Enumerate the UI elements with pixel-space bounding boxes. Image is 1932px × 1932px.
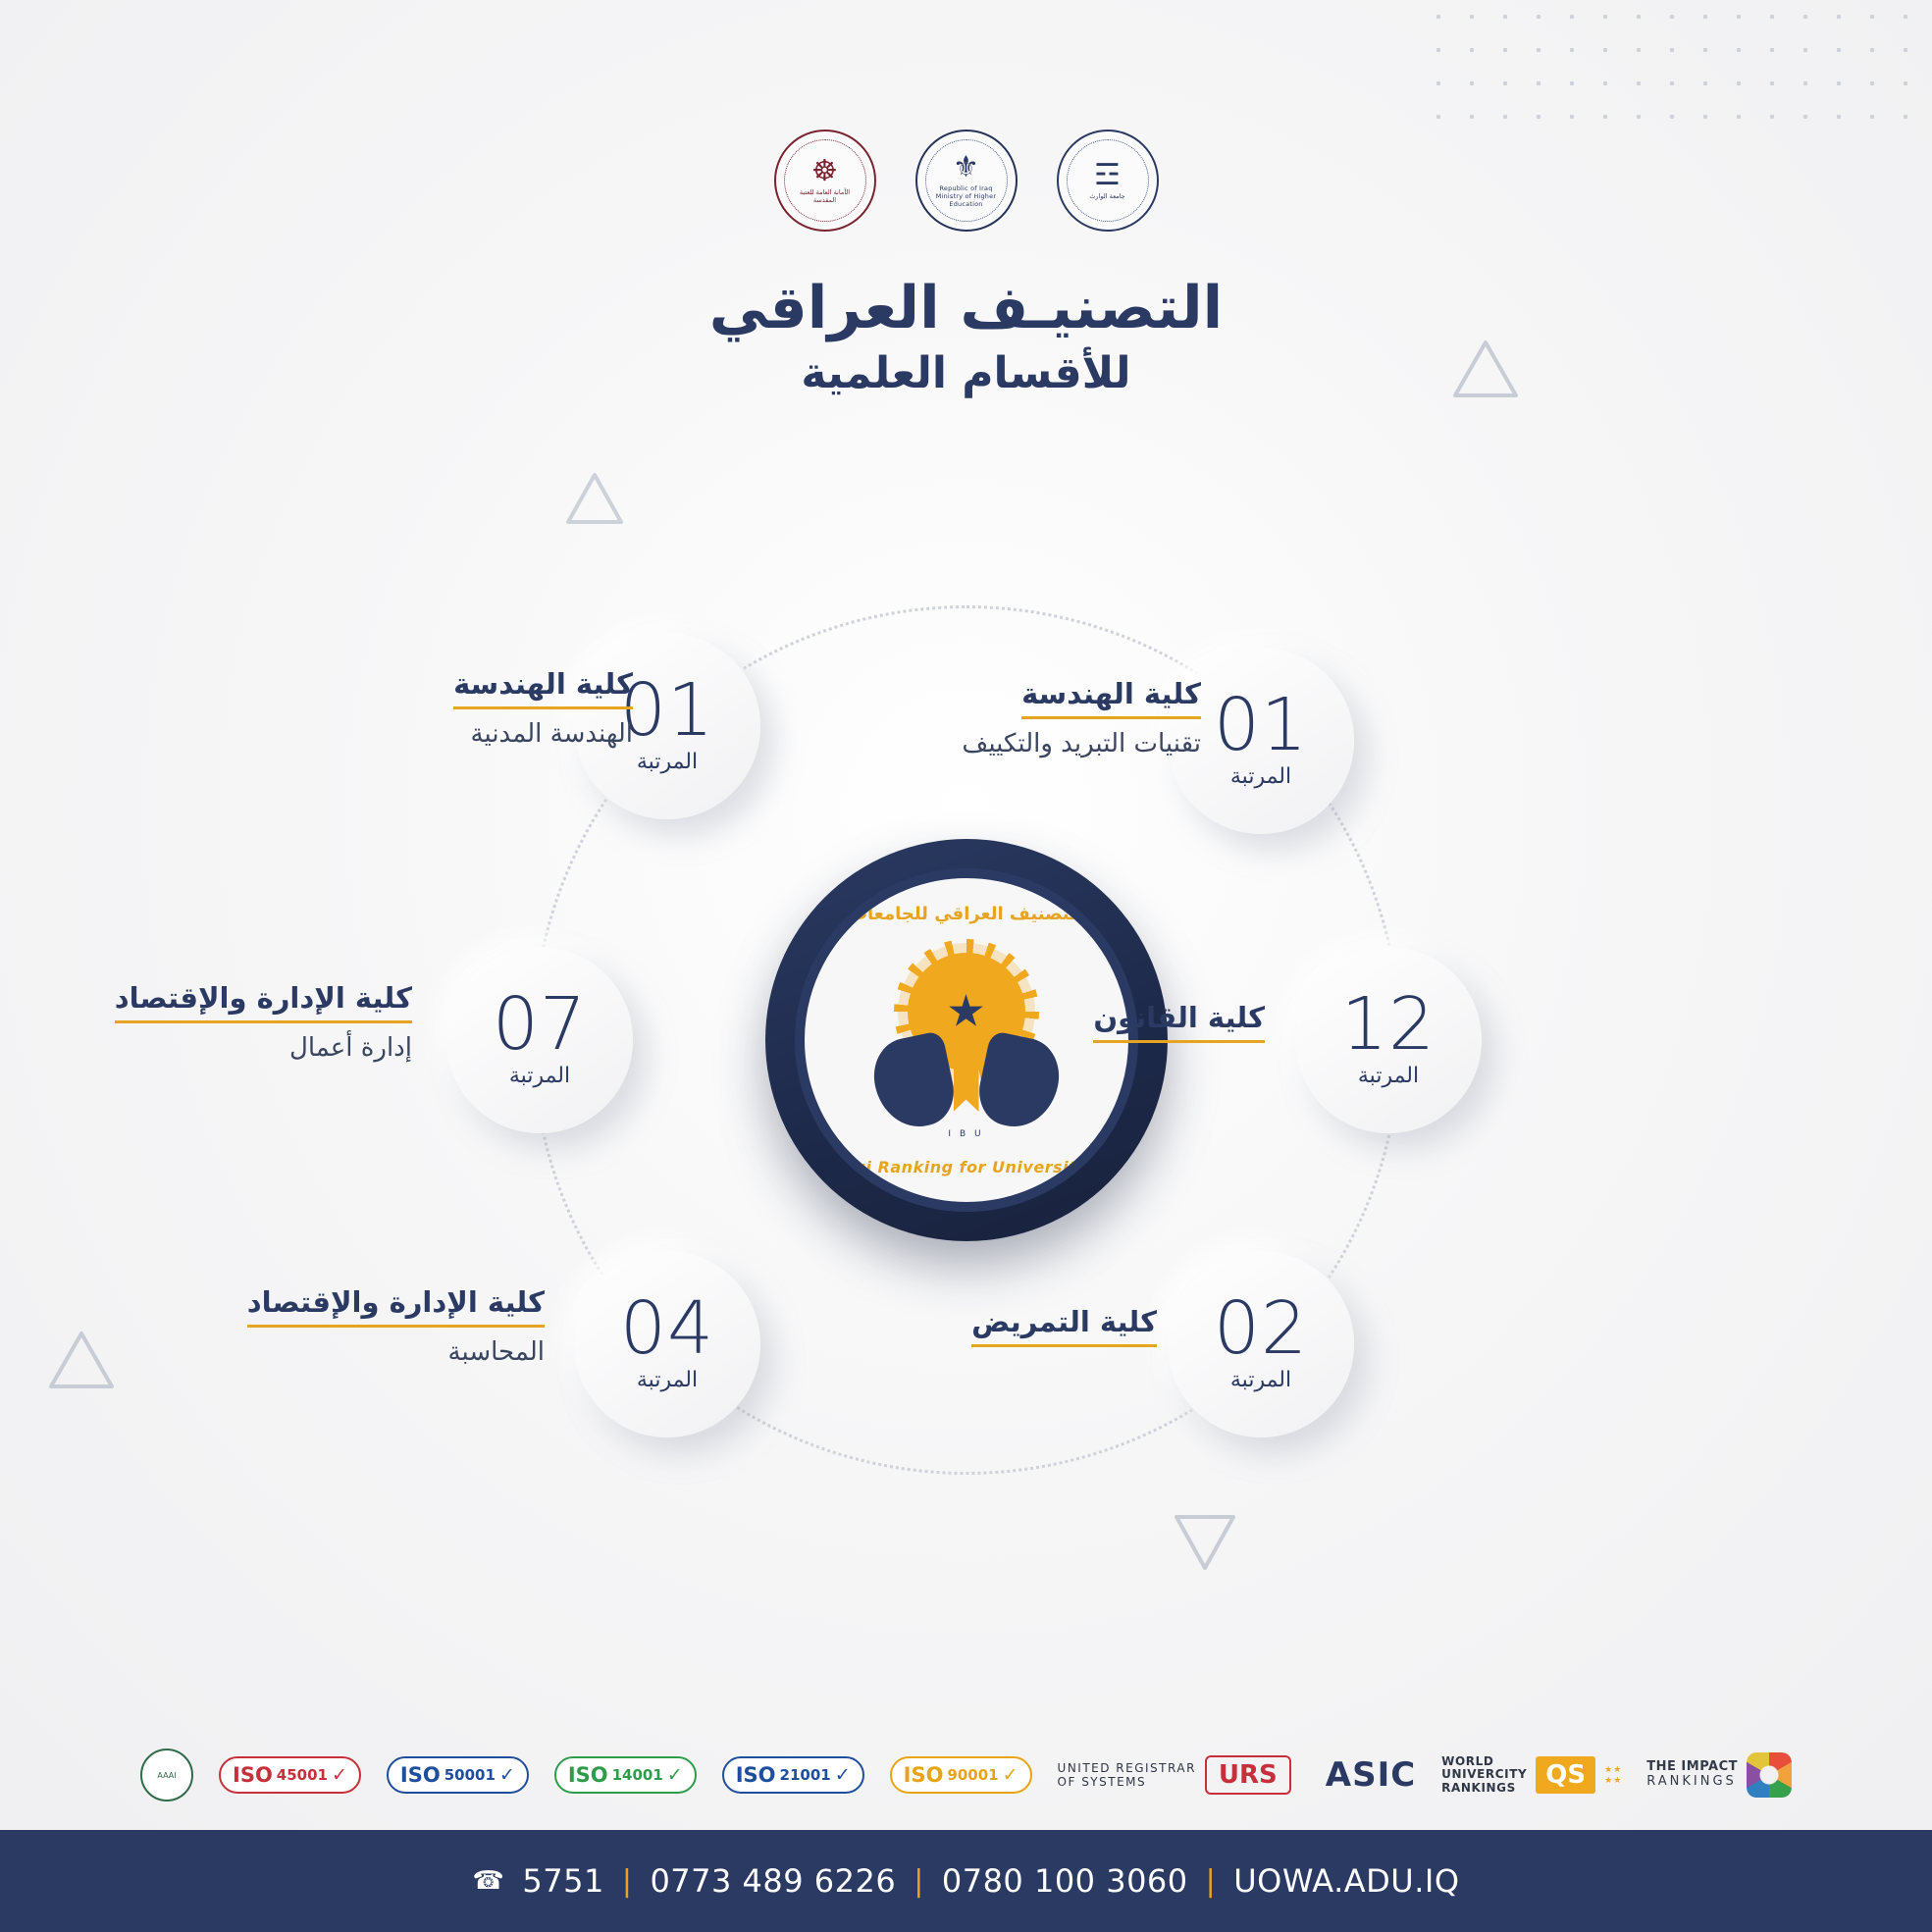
label-business bbox=[78, 981, 412, 1063]
node-business[interactable] bbox=[446, 947, 633, 1133]
dot-grid-decoration bbox=[1422, 0, 1932, 128]
triangle-decoration-2 bbox=[564, 471, 625, 528]
iso-number: 14001 bbox=[611, 1766, 663, 1784]
qs-line-2: UNIVERCITY bbox=[1441, 1767, 1528, 1782]
check-icon: ✓ bbox=[498, 1764, 515, 1786]
department-name: المحاسبة bbox=[447, 1337, 545, 1367]
crest-glyph-3: ☸ bbox=[811, 154, 838, 188]
iso-21001-badge bbox=[722, 1756, 864, 1794]
crest-caption-1: جامعة الوارث bbox=[1089, 192, 1125, 200]
label-accounting bbox=[191, 1285, 545, 1367]
asic-mark: ASIC bbox=[1325, 1755, 1417, 1795]
iso-number: 21001 bbox=[779, 1766, 831, 1784]
check-icon: ✓ bbox=[331, 1764, 347, 1786]
iso-word: ISO bbox=[735, 1763, 776, 1787]
urs-line-2: OF SYSTEMS bbox=[1057, 1775, 1147, 1789]
iso-word: ISO bbox=[903, 1763, 944, 1787]
rank-number: 02 bbox=[1213, 1286, 1309, 1372]
department-name: الهندسة المدنية bbox=[470, 719, 633, 749]
university-crest-icon bbox=[1057, 130, 1159, 232]
college-name: كلية التمريض bbox=[971, 1305, 1157, 1347]
iso-90001-badge bbox=[890, 1756, 1032, 1794]
contact-phone-2[interactable]: 0780 100 3060 bbox=[941, 1862, 1188, 1900]
iso-45001-badge bbox=[219, 1756, 361, 1794]
contact-website[interactable]: UOWA.ADU.IQ bbox=[1233, 1862, 1460, 1900]
seal-text: AAAI bbox=[157, 1770, 177, 1780]
qs-mark: QS bbox=[1536, 1756, 1595, 1794]
node-law[interactable] bbox=[1295, 947, 1482, 1133]
rank-label: المرتبة bbox=[636, 749, 699, 774]
department-name: تقنيات التبريد والتكييف bbox=[962, 729, 1201, 758]
label-law bbox=[872, 1001, 1265, 1053]
college-name: كلية الهندسة bbox=[1021, 677, 1201, 719]
holy-secretariat-crest-icon bbox=[774, 130, 876, 232]
rank-number: 07 bbox=[492, 982, 588, 1068]
contact-bar bbox=[0, 1830, 1932, 1932]
triangle-decoration-3 bbox=[47, 1330, 116, 1392]
college-name: كلية الإدارة والإقتصاد bbox=[247, 1285, 545, 1328]
contact-phone-1[interactable]: 0773 489 6226 bbox=[650, 1862, 897, 1900]
qs-line-1: WORLD bbox=[1441, 1753, 1494, 1768]
contact-separator-1: | bbox=[621, 1863, 633, 1899]
ministry-crest-icon bbox=[915, 130, 1018, 232]
crest-caption-3: الأمانة العامة للعتبة المقدسة bbox=[799, 188, 851, 204]
iso-word: ISO bbox=[399, 1763, 441, 1787]
impact-line-2: RANKINGS bbox=[1646, 1774, 1737, 1789]
rank-label: المرتبة bbox=[1229, 763, 1292, 789]
label-nursing bbox=[764, 1305, 1157, 1357]
badge-english-text: Iraqi Ranking for Universities bbox=[828, 1158, 1104, 1176]
asic-logo bbox=[1317, 1755, 1416, 1795]
iso-word: ISO bbox=[567, 1763, 608, 1787]
contact-separator-3: | bbox=[1205, 1863, 1217, 1899]
title-line-1: التصنيـف العراقي bbox=[708, 274, 1224, 342]
contact-list bbox=[473, 1862, 1460, 1900]
qs-world-university-rankings-logo bbox=[1441, 1755, 1621, 1795]
phone-icon: ☎ bbox=[472, 1866, 505, 1896]
page-title bbox=[0, 275, 1932, 398]
iso-number: 45001 bbox=[276, 1766, 328, 1784]
check-icon: ✓ bbox=[834, 1764, 851, 1786]
accreditation-seal-icon bbox=[140, 1749, 193, 1801]
badge-arabic-text: التصنيف العراقي للجامعات bbox=[849, 904, 1083, 924]
title-line-2: للأقسام العلمية bbox=[801, 348, 1131, 398]
label-civil bbox=[250, 667, 633, 749]
rank-label: المرتبة bbox=[636, 1367, 699, 1392]
qs-stars-icon: ★ ★ ★ ★ bbox=[1604, 1764, 1622, 1786]
crest-glyph-1: ☲ bbox=[1094, 158, 1121, 192]
check-icon: ✓ bbox=[1002, 1764, 1018, 1786]
iso-50001-badge bbox=[387, 1756, 529, 1794]
college-name: كلية الهندسة bbox=[453, 667, 633, 709]
check-icon: ✓ bbox=[666, 1764, 683, 1786]
urs-line-1: UNITED REGISTRAR bbox=[1057, 1760, 1196, 1775]
urs-logo bbox=[1058, 1755, 1291, 1795]
crest-caption-2: Republic of Iraq Ministry of Higher Education bbox=[935, 184, 997, 208]
triangle-decoration-4 bbox=[1173, 1511, 1237, 1572]
college-name: كلية الإدارة والإقتصاد bbox=[115, 981, 412, 1023]
node-nursing[interactable] bbox=[1168, 1251, 1354, 1437]
the-impact-rankings-logo bbox=[1646, 1752, 1792, 1798]
iso-word: ISO bbox=[233, 1763, 273, 1787]
impact-hexagon-icon bbox=[1747, 1752, 1792, 1798]
iso-number: 50001 bbox=[444, 1766, 496, 1784]
rank-label: المرتبة bbox=[1229, 1367, 1292, 1392]
badge-abbreviation: I B U bbox=[948, 1129, 984, 1139]
impact-line-1: THE IMPACT bbox=[1646, 1759, 1739, 1775]
label-refrigeration bbox=[809, 677, 1201, 758]
college-name: كلية القانون bbox=[1093, 1001, 1265, 1043]
crest-glyph-2: ⚜ bbox=[953, 150, 979, 184]
qs-line-3: RANKINGS bbox=[1441, 1780, 1516, 1795]
rank-number: 01 bbox=[619, 668, 715, 754]
contact-separator-2: | bbox=[914, 1863, 924, 1899]
rank-label: المرتبة bbox=[508, 1063, 571, 1088]
iso-14001-badge bbox=[554, 1756, 697, 1794]
department-name: إدارة أعمال bbox=[288, 1033, 412, 1063]
iso-number: 90001 bbox=[947, 1766, 999, 1784]
rank-number: 01 bbox=[1213, 683, 1309, 768]
rank-number: 04 bbox=[619, 1286, 715, 1372]
header-logos bbox=[774, 130, 1159, 232]
rank-number: 12 bbox=[1340, 982, 1436, 1068]
rank-label: المرتبة bbox=[1357, 1063, 1420, 1088]
accreditation-strip bbox=[0, 1720, 1932, 1830]
node-accounting[interactable] bbox=[574, 1251, 760, 1437]
contact-phone-short[interactable]: 5751 bbox=[522, 1862, 604, 1900]
urs-mark: URS bbox=[1205, 1755, 1291, 1795]
